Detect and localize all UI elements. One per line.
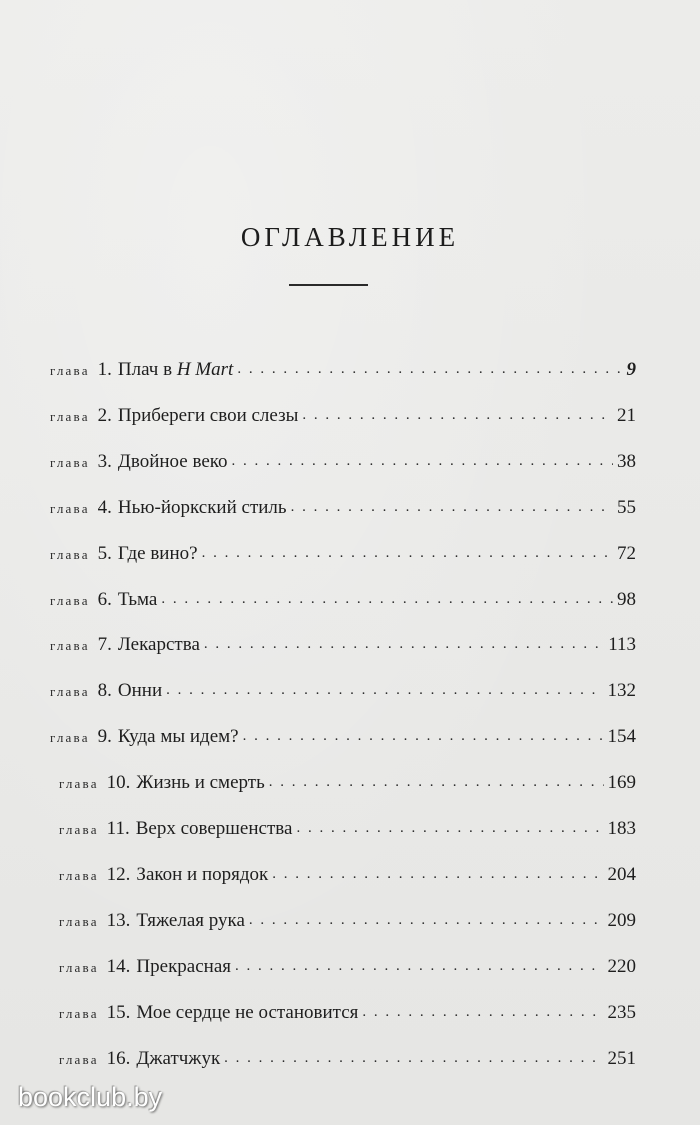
page-number: 183 (607, 818, 636, 839)
chapter-title: Нью-йоркский стиль (117, 496, 287, 518)
chapter-label: глава (50, 592, 90, 608)
chapter-label: глава (50, 408, 90, 424)
chapter-label: глава (59, 867, 99, 883)
chapter-label: глава (59, 776, 99, 792)
chapter-title-italic: H Mart (176, 359, 234, 380)
dot-leader (249, 908, 604, 932)
page-number: 72 (617, 542, 636, 564)
toc-entry (50, 450, 636, 475)
chapter-label: глава (50, 363, 90, 378)
chapter-number: 4. (97, 496, 112, 518)
chapter-label: глава (50, 546, 90, 562)
toc-entry (59, 909, 636, 934)
page-number: 9 (626, 359, 636, 380)
page-number: 38 (617, 450, 636, 472)
chapter-title: Джатчжук (136, 1047, 221, 1069)
chapter-title: Тьма (117, 588, 158, 610)
chapter-title: Прекрасная (136, 955, 232, 977)
chapter-number: 1. (97, 359, 112, 380)
dot-leader (204, 632, 604, 656)
chapter-number: 12. (106, 863, 131, 885)
page-number: 113 (608, 634, 636, 656)
dot-leader (202, 541, 613, 565)
dot-leader (237, 357, 622, 381)
page-number: 98 (617, 588, 636, 610)
toc-entry (59, 955, 636, 980)
chapter-title: Плач в H Mart (117, 359, 234, 380)
toc-entry (50, 404, 636, 429)
dot-leader (232, 449, 613, 473)
dot-leader (166, 678, 603, 702)
chapter-number: 5. (97, 542, 112, 564)
page-number: 209 (607, 909, 636, 931)
toc-entry (59, 771, 636, 796)
dot-leader (291, 495, 613, 519)
chapter-label: глава (50, 638, 90, 654)
toc-entry (50, 588, 636, 613)
page-number: 235 (607, 1001, 636, 1023)
chapter-label: глава (50, 730, 90, 746)
dot-leader (269, 770, 604, 794)
page-number: 132 (607, 680, 636, 702)
chapter-number: 3. (97, 450, 112, 472)
toc-entry (50, 496, 636, 521)
chapter-number: 6. (97, 588, 112, 610)
watermark: bookclub.by (18, 1082, 163, 1112)
chapter-number: 16. (106, 1047, 131, 1069)
chapter-title: Мое сердце не остановится (136, 1001, 359, 1023)
chapter-number: 2. (97, 404, 112, 426)
toc-entry (59, 817, 636, 842)
toc-entry (50, 633, 636, 658)
chapter-label: глава (50, 454, 90, 470)
page-title: ОГЛАВЛЕНИЕ (240, 222, 460, 252)
page-number: 55 (617, 496, 636, 518)
chapter-number: 11. (106, 818, 130, 839)
chapter-number: 15. (106, 1001, 131, 1023)
chapter-title: Онни (117, 680, 163, 702)
chapter-title: Верх совершенства (135, 818, 293, 839)
chapter-title: Закон и порядок (136, 863, 269, 885)
chapter-number: 10. (106, 772, 131, 794)
chapter-label: глава (59, 1051, 99, 1067)
dot-leader (296, 816, 603, 840)
chapter-title: Куда мы идем? (117, 726, 239, 748)
dot-leader (272, 862, 603, 886)
page-number: 154 (607, 726, 636, 748)
page-number: 169 (607, 772, 636, 794)
toc-entry (59, 1047, 636, 1072)
page-number: 251 (607, 1047, 636, 1069)
chapter-number: 9. (97, 726, 112, 748)
chapter-title: Двойное веко (117, 450, 228, 472)
chapter-number: 7. (97, 634, 112, 656)
chapter-label: глава (59, 1005, 99, 1021)
toc-entry (50, 358, 636, 383)
chapter-label: глава (50, 684, 90, 700)
chapter-label: глава (59, 913, 99, 929)
toc-entry (50, 542, 636, 567)
chapter-number: 14. (106, 955, 131, 977)
dot-leader (243, 724, 604, 748)
dot-leader (235, 954, 603, 978)
page-number: 204 (607, 863, 636, 885)
page-number: 21 (617, 404, 636, 426)
toc-entry (50, 725, 636, 750)
toc-entry (59, 863, 636, 888)
dot-leader (224, 1046, 603, 1070)
chapter-label: глава (50, 500, 90, 516)
chapter-title: Прибереги свои слезы (117, 404, 299, 426)
chapter-title: Жизнь и смерть (136, 772, 265, 794)
chapter-title: Лекарства (117, 634, 200, 656)
dot-leader (362, 1000, 603, 1024)
toc-entry (50, 679, 636, 704)
chapter-label: глава (59, 822, 99, 837)
toc-entry (59, 1001, 636, 1026)
chapter-number: 8. (97, 680, 112, 702)
chapter-label: глава (59, 959, 99, 975)
chapter-title: Тяжелая рука (136, 909, 245, 931)
dot-leader (302, 403, 613, 427)
chapter-title: Где вино? (117, 542, 198, 564)
dot-leader (161, 587, 613, 611)
chapter-number: 13. (106, 909, 131, 931)
page-number: 220 (607, 955, 636, 977)
